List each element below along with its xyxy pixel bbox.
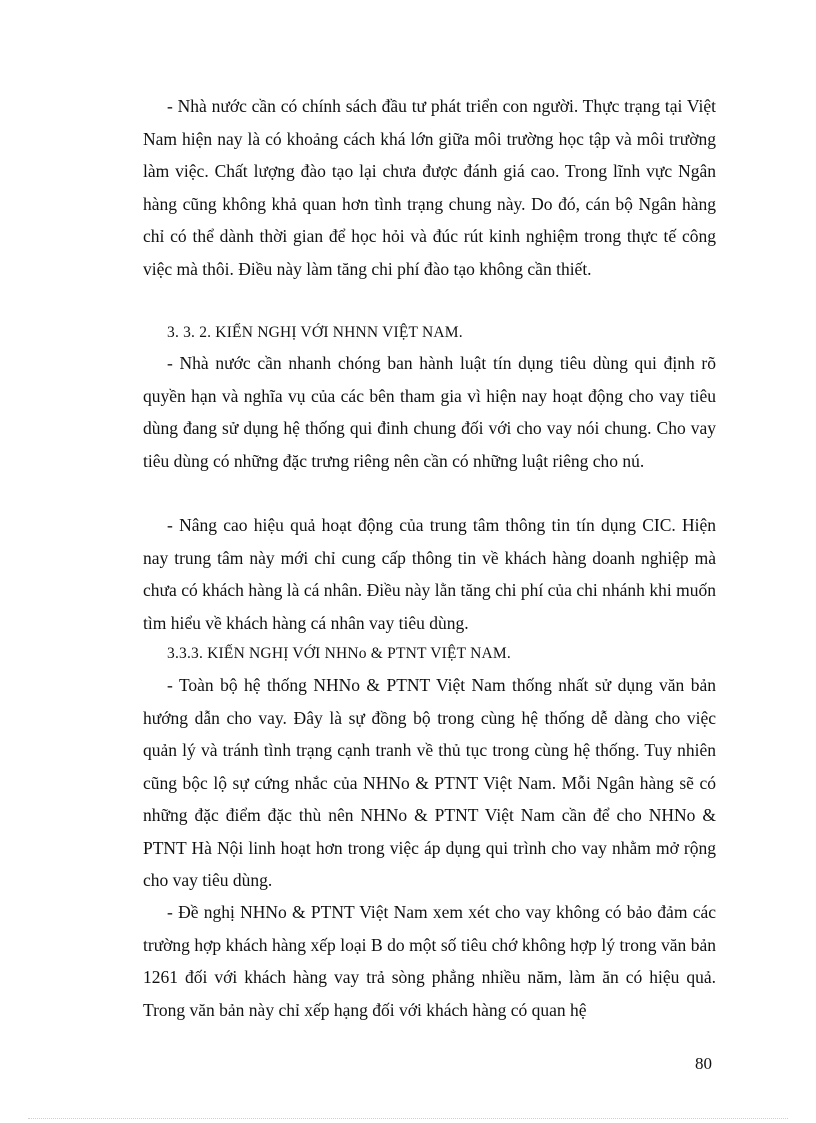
paragraph-unsecured-loans	[143, 896, 716, 1026]
paragraph-text: - Toàn bộ hệ thống NHNo & PTNT Việt Nam thống nhất sử dụng văn bản hướng dẫn cho vay. Đây là sự đồng bộ trong cùng hệ thống dễ dàng cho việc quản lý và tránh tình trạng cạnh tranh về thủ tục trong cùng hệ thống. Tuy nhiên cũng bộc lộ sự cứng nhắc của NHNo & PTNT Việt Nam. Mỗi Ngân hàng sẽ có những đặc điểm đặc thù nên NHNo & PTNT Việt Nam cần để cho NHNo & PTNT Hà Nội linh hoạt hơn trong việc áp dụng qui trình cho vay nhằm mở rộng cho vay tiêu dùng.	[143, 675, 716, 890]
paragraph-text: - Nâng cao hiệu quả hoạt động của trung tâm thông tin tín dụng CIC. Hiện nay trung tâm này mới chỉ cung cấp thông tin về khách hàng doanh nghiệp mà chưa có khách hàng là cá nhân. Điều này lằn tăng chi phí của chi nhánh khi muốn tìm hiểu về khách hàng cá nhân vay tiêu dùng.	[143, 515, 716, 633]
paragraph-consumer-credit-law	[143, 347, 716, 477]
paragraph-text: - Nhà nước cần có chính sách đầu tư phát triển con người. Thực trạng tại Việt Nam hiện nay là có khoảng cách khá lớn giữa môi trường học tập và môi trường làm việc. Chất lượng đào tạo lại chưa được đánh giá cao. Trong lĩnh vực Ngân hàng cũng không khả quan hơn tình trạng chung này. Do đó, cán bộ Ngân hàng chỉ có thể dành thời gian để học hỏi và đúc rút kinh nghiệm trong thực tế công việc mà thôi. Điều này làm tăng chi phí đào tạo không cần thiết.	[143, 96, 716, 279]
paragraph-education-policy	[143, 90, 716, 285]
page-number: 80	[695, 1054, 712, 1073]
paragraph-nhno-system	[143, 669, 716, 897]
paragraph-text: - Nhà nước cần nhanh chóng ban hành luật tín dụng tiêu dùng qui định rõ quyền hạn và nghĩa vụ của các bên tham gia vì hiện nay hoạt động cho vay tiêu dùng đang sử dụng hệ thống qui đinh chung đối với cho vay nói chung. Cho vay tiêu dùng có những đặc trưng riêng nên cần có những luật riêng cho nú.	[143, 353, 716, 471]
paragraph-cic-center	[143, 509, 716, 639]
paragraph-text: - Đề nghị NHNo & PTNT Việt Nam xem xét cho vay không có bảo đảm các trường hợp khách hàng xếp loại B do một số tiêu chớ không hợp lý trong văn bản 1261 đối với khách hàng vay trả sòng phẳng nhiều năm, làm ăn có hiệu quả. Trong văn bản này chỉ xếp hạng đối với khách hàng có quan hệ	[143, 902, 716, 1020]
section-heading-3-3-3: 3.3.3. KIẾN NGHỊ VỚI NHNo & PTNT VIỆT NAM.	[167, 645, 511, 662]
footer-divider	[28, 1118, 788, 1119]
section-heading-3-3-2: 3. 3. 2. KIẾN NGHỊ VỚI NHNN VIỆT NAM.	[167, 324, 463, 341]
